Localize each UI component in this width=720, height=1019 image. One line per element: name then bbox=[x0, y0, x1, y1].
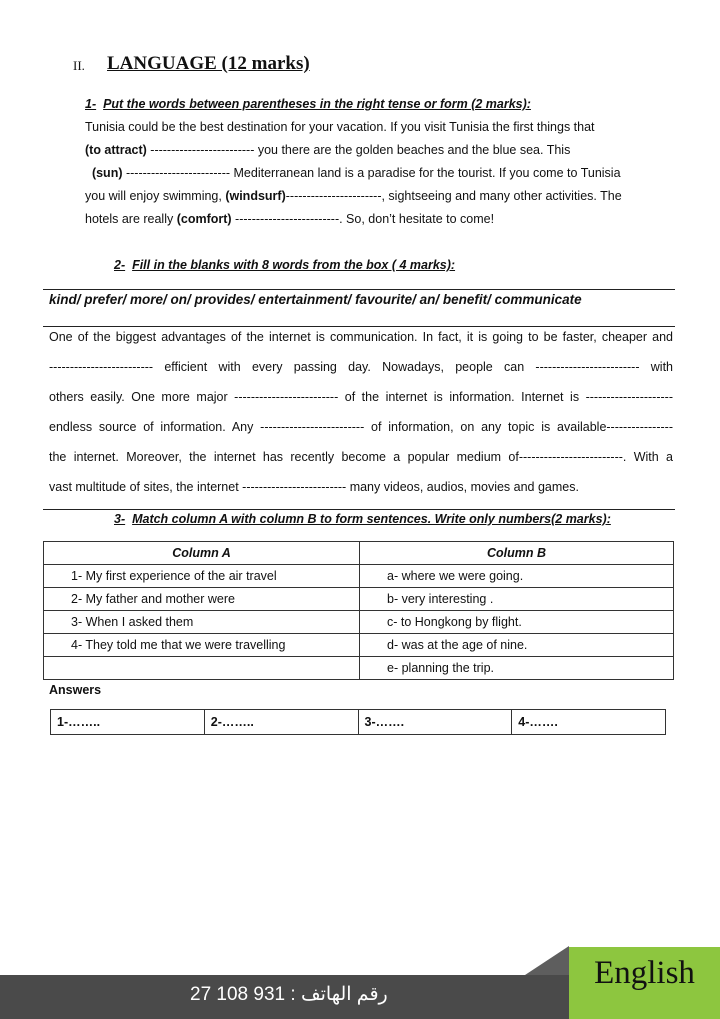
sentence-text: you will enjoy swimming, bbox=[85, 189, 226, 203]
exercise-3-title bbox=[114, 512, 611, 526]
exercise-2-line: others easily. One more major ------------------------- of the internet is information. Internet is --------------------- bbox=[49, 390, 673, 404]
footer-subject-label: English bbox=[594, 955, 695, 991]
verb-prompt: (to attract) bbox=[85, 143, 147, 157]
exercise-3-number: 3- bbox=[114, 512, 126, 526]
exercise-1-instruction: Put the words between parentheses in the right tense or form (2 marks): bbox=[103, 97, 531, 111]
answers-table bbox=[50, 709, 666, 735]
column-b-cell: c- to Hongkong by flight. bbox=[360, 611, 674, 634]
exercise-2-line: One of the biggest advantages of the internet is communication. In fact, it is going to be faster, cheaper and bbox=[49, 330, 673, 344]
column-b-cell: e- planning the trip. bbox=[360, 657, 674, 680]
exercise-1-number: 1- bbox=[85, 97, 97, 111]
sentence-text: Tunisia could be the best destination for your vacation. If you visit Tunisia the first things that bbox=[85, 120, 595, 134]
footer-corner-shape bbox=[525, 946, 569, 975]
exercise-3-instruction: Match column A with column B to form sentences. Write only numbers(2 marks): bbox=[132, 512, 611, 526]
answer-cell-2[interactable]: 2-…….. bbox=[204, 710, 358, 735]
column-a-header: Column A bbox=[44, 542, 360, 565]
column-b-cell: a- where we were going. bbox=[360, 565, 674, 588]
sentence-text: -----------------------, sightseeing and many other activities. The bbox=[285, 189, 622, 203]
sentence-text: hotels are really bbox=[85, 212, 177, 226]
exercise-1-line bbox=[85, 162, 675, 185]
exercise-1-line bbox=[85, 208, 675, 231]
exercise-1-title bbox=[85, 97, 531, 111]
exercise-2-line: ------------------------- efficient with every passing day. Nowadays, people can ------------------------- with bbox=[49, 360, 673, 374]
exercise-2-paragraph bbox=[49, 327, 673, 507]
footer-phone: رقم الهاتف : 931 108 27 bbox=[190, 984, 388, 1005]
sentence-text: -------------------------. So, don’t hesitate to come! bbox=[231, 212, 495, 226]
answer-cell-4[interactable]: 4-……. bbox=[512, 710, 666, 735]
sentence-text: ------------------------- Mediterranean land is a paradise for the tourist. If you come to Tunisia bbox=[122, 166, 621, 180]
exercise-2-title bbox=[114, 258, 455, 272]
exercise-2-line: endless source of information. Any ------------------------- of information, on any topic is available---------------- bbox=[49, 420, 673, 434]
exercise-2-number: 2- bbox=[114, 258, 126, 272]
answers-label: Answers bbox=[49, 683, 102, 697]
column-b-cell: d- was at the age of nine. bbox=[360, 634, 674, 657]
section-number: II. bbox=[73, 58, 85, 73]
column-b-cell: b- very interesting . bbox=[360, 588, 674, 611]
sentence-text: ------------------------- you there are the golden beaches and the blue sea. This bbox=[146, 143, 571, 157]
answer-cell-1[interactable]: 1-…….. bbox=[51, 710, 205, 735]
word-box: kind/ prefer/ more/ on/ provides/ entertainment/ favourite/ an/ benefit/ communicate bbox=[49, 292, 582, 307]
exercise-2-line: vast multitude of sites, the internet ------------------------- many videos, audios, movies and games. bbox=[49, 480, 579, 494]
exercise-1-line bbox=[85, 116, 675, 139]
column-a-cell: 2- My father and mother were bbox=[44, 588, 360, 611]
table-row bbox=[44, 565, 674, 588]
verb-prompt: (sun) bbox=[85, 166, 123, 180]
word-box-top-rule bbox=[43, 289, 675, 290]
table-row bbox=[44, 634, 674, 657]
exercise-1-line bbox=[85, 139, 675, 162]
exercise-1-paragraph bbox=[85, 116, 675, 231]
column-a-cell bbox=[44, 657, 360, 680]
section-title: LANGUAGE (12 marks) bbox=[107, 53, 310, 74]
exercise-1-line bbox=[85, 185, 675, 208]
verb-prompt: (comfort) bbox=[176, 212, 232, 226]
table-row bbox=[44, 657, 674, 680]
column-a-cell: 3- When I asked them bbox=[44, 611, 360, 634]
table-row bbox=[44, 611, 674, 634]
exercise-2-bottom-rule bbox=[43, 509, 675, 510]
table-row bbox=[44, 588, 674, 611]
matching-table bbox=[43, 541, 674, 680]
exercise-2-line: the internet. Moreover, the internet has recently become a popular medium of-------------------------. With a bbox=[49, 450, 673, 464]
column-a-cell: 4- They told me that we were travelling bbox=[44, 634, 360, 657]
column-a-cell: 1- My first experience of the air travel bbox=[44, 565, 360, 588]
answer-cell-3[interactable]: 3-……. bbox=[358, 710, 512, 735]
column-b-header: Column B bbox=[360, 542, 674, 565]
verb-prompt: (windsurf) bbox=[225, 189, 286, 203]
exercise-2-instruction: Fill in the blanks with 8 words from the box ( 4 marks): bbox=[132, 258, 456, 272]
